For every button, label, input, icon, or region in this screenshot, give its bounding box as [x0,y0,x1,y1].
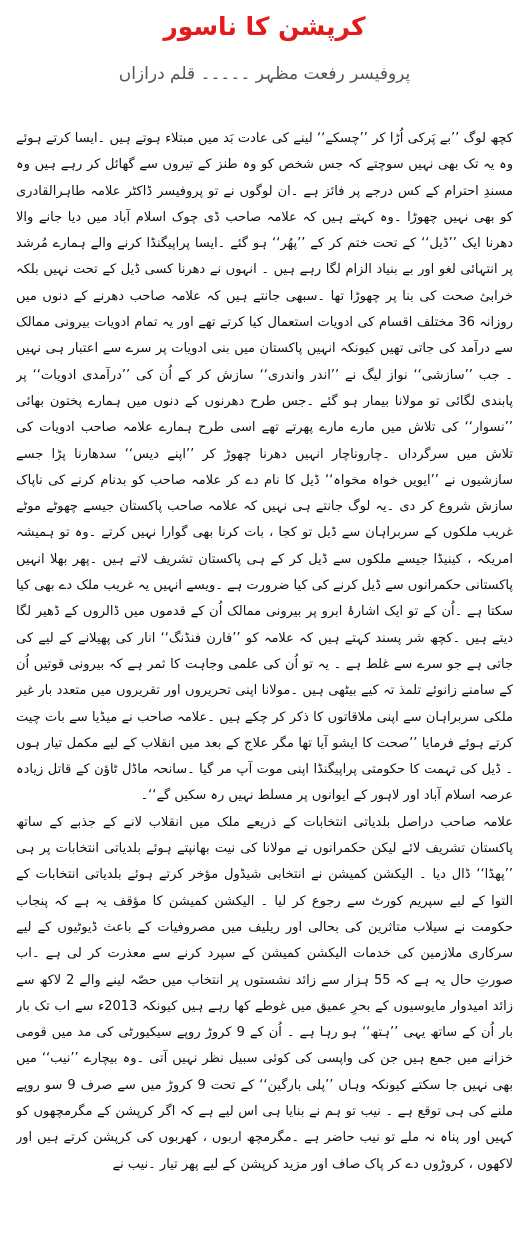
article-body [16,126,513,1254]
article-paragraph: علامہ صاحب دراصل بلدیاتی انتخابات کے ذریعے ملک میں انقلاب لانے کے جذبے کے ساتھ پاکستان تشریف لائے لیکن حکمرانوں نے مولانا کی نیت بھانپتے ہوئے بلدیاتی انتخابات پر ہی ’’پھڈا‘‘ ڈال دیا ۔ الیکشن کمیشن نے انتخابی شیڈول مؤخر کرتے ہوئے بلدیاتی انتخابات کے التوا کے لیے سپریم کورٹ سے رجوع کر لیا ۔ الیکشن کمیشن کا مؤقف یہ ہے کہ پنجاب حکومت نے سیلاب متاثرین کی بحالی اور ریلیف میں مصروفیات کے باعث ڈیوٹیوں کے لیے سرکاری ملازمین کی خدمات الیکشن کمیشن کے سپرد کرنے سے معذرت کر لی ہے ۔اب صورتِ حال یہ ہے کہ 55 ہزار سے زائد نشستوں پر انتخاب میں حصّہ لینے والے 2 لاکھ سے زائد امیدوار مایوسیوں کے بحرِ عمیق میں غوطے کھا رہے ہیں کیونکہ 2013ء سے اب تک بار بار اُن کے ساتھ یہی ’’ہتھ‘‘ ہو رہا ہے ۔ اُن کے 9 کروڑ روپے سیکیورٹی کی مد میں قومی خزانے میں جمع ہیں جن کی واپسی کی کوئی سبیل نظر نہیں آتی ۔وہ بیچارے ’’نیب‘‘ میں بھی نہیں جا سکتے کیونکہ وہاں ’’پلی بارگین‘‘ کے تحت 9 کروڑ میں سے صرف 9 سو روپے ملنے کی ہی توقع ہے ۔ نیب تو ہم نے بنایا ہی اس لیے ہے کہ اگر کرپشن کے مگرمچھوں کو کہیں اور پناہ نہ ملے تو نیب حاضر ہے ۔مگرمچھ اربوں ، کھربوں کی کرپشن کرتے ہیں اور لاکھوں ، کروڑوں دے کر پاک صاف اور مزید کرپشن کے لیے پھر تیار ۔نیب نے [16,814,513,1172]
article-byline: پروفیسر رفعت مظہر ۔۔۔۔۔ قلم درازاں [118,64,411,84]
article-title: کرپشن کا ناسور [163,12,366,41]
article-paragraph: کچھ لوگ ’’بے پَرکی اُڑا کر ’’چسکے‘‘ لینے کی عادت بَد میں مبتلاء ہوتے ہیں ۔ایسا کرتے ہوئے وہ یہ تک بھی نہیں سوچتے کہ جس شخص کو وہ طنز کے تیروں سے گھائل کر رہے ہیں وہ مسندِ احترام کے کس درجے پر فائز ہے ۔ان لوگوں نے تو پروفیسر ڈاکٹر علامہ طاہرالقادری کو بھی نہیں چھوڑا ۔وہ کہتے ہیں کہ علامہ صاحب ڈی چوک اسلام آباد میں دیا جانے والا دھرنا ایک ’’ڈیل‘‘ کے تحت ختم کر کے ’’پھُر‘‘ ہو گئے ۔ایسا پراپیگنڈا کرنے والے ہمارے مُرشد پر انتہائی لغو اور بے بنیاد الزام لگا رہے ہیں ۔ انہوں نے دھرنا کسی ڈیل کے تحت نہیں بلکہ خرابیٔ صحت کی بنا پر چھوڑا تھا ۔سبھی جانتے ہیں کہ علامہ صاحب دھرنے کے دنوں میں روزانہ 36 مختلف اقسام کی ادویات استعمال کیا کرتے تھے اور یہ تمام ادویات بیرونی ممالک سے درآمد کی جاتی تھیں کیونکہ انہیں پاکستان میں بنی ادویات پر سرے سے اعتبار ہی نہیں ۔ جب ’’سازشی‘‘ نواز لیگ نے ’’اندر واندری‘‘ سازش کر کے اُن کی ’’درآمدی ادویات‘‘ پر پابندی لگائی تو مولانا بیمار ہو گئے ۔جس طرح دھرنوں کے دنوں میں ہمارے پختون بھائی ’’نسوار‘‘ کی تلاش میں مارے مارے پھرتے تھے اسی طرح ہمارے علامہ صاحب ادویات کی تلاش میں سرگرداں ۔چاروناچار انہیں دھرنا چھوڑ کر ’’اپنے دیس‘‘ سدھارنا پڑا جسے سازشیوں نے ’’ایویں خواہ مخواہ‘‘ ڈیل کا نام دے کر علامہ صاحب کو بدنام کرنے کی ناپاک سازش شروع کر دی ۔یہ لوگ جانتے ہی نہیں کہ علامہ صاحب پاکستان جیسے چھوٹے موٹے غریب ملکوں کے سربراہان سے ڈیل تو کجا ، بات کرنا بھی گوارا نہیں کرتے ۔وہ تو ہمیشہ امریکہ ، کینیڈا جیسے ملکوں سے ڈیل کر کے ہی پاکستان تشریف لاتے ہیں ۔پھر بھلا انہیں پاکستانی حکمرانوں سے ڈیل کرنے کی کیا ضرورت ہے ۔ویسے انہیں یہ غریب ملک دے بھی کیا سکتا ہے ۔اُن کے تو ایک اشارۂ ابرو پر بیرونی ممالک اُن کے قدموں میں ڈالروں کے ڈھیر لگا دیتے ہیں ۔کچھ شر پسند کہتے ہیں کہ علامہ کو ’’فارن فنڈنگ‘‘ انار کی پھیلانے کے لیے کی جاتی ہے جو سرے سے غلط ہے ۔ یہ تو اُن کی علمی وجاہت کا ثمر ہے کہ بیرونی قوتیں اُن کے سامنے زانوئے تلمذ تہ کیے بیٹھی ہیں ۔مولانا اپنی تحریروں اور تقریروں میں متعدد بار غیر ملکی سربراہان سے اپنی ملاقاتوں کا ذکر کر چکے ہیں ۔علامہ صاحب نے میڈیا سے بات چیت کرتے ہوئے فرمایا ’’صحت کا ایشو آیا تھا مگر علاج کے بعد میں انقلاب کے لیے مکمل تیار ہوں ۔ ڈیل کی تہمت کا حکومتی پراپیگنڈا اپنی موت آپ مر گیا ۔سانحہ ماڈل ٹاؤن کے قاتل زیادہ عرصہ اسلام آباد اور لاہور کے ایوانوں پر مسلط نہیں رہ سکیں گے‘‘۔ [16,131,513,804]
